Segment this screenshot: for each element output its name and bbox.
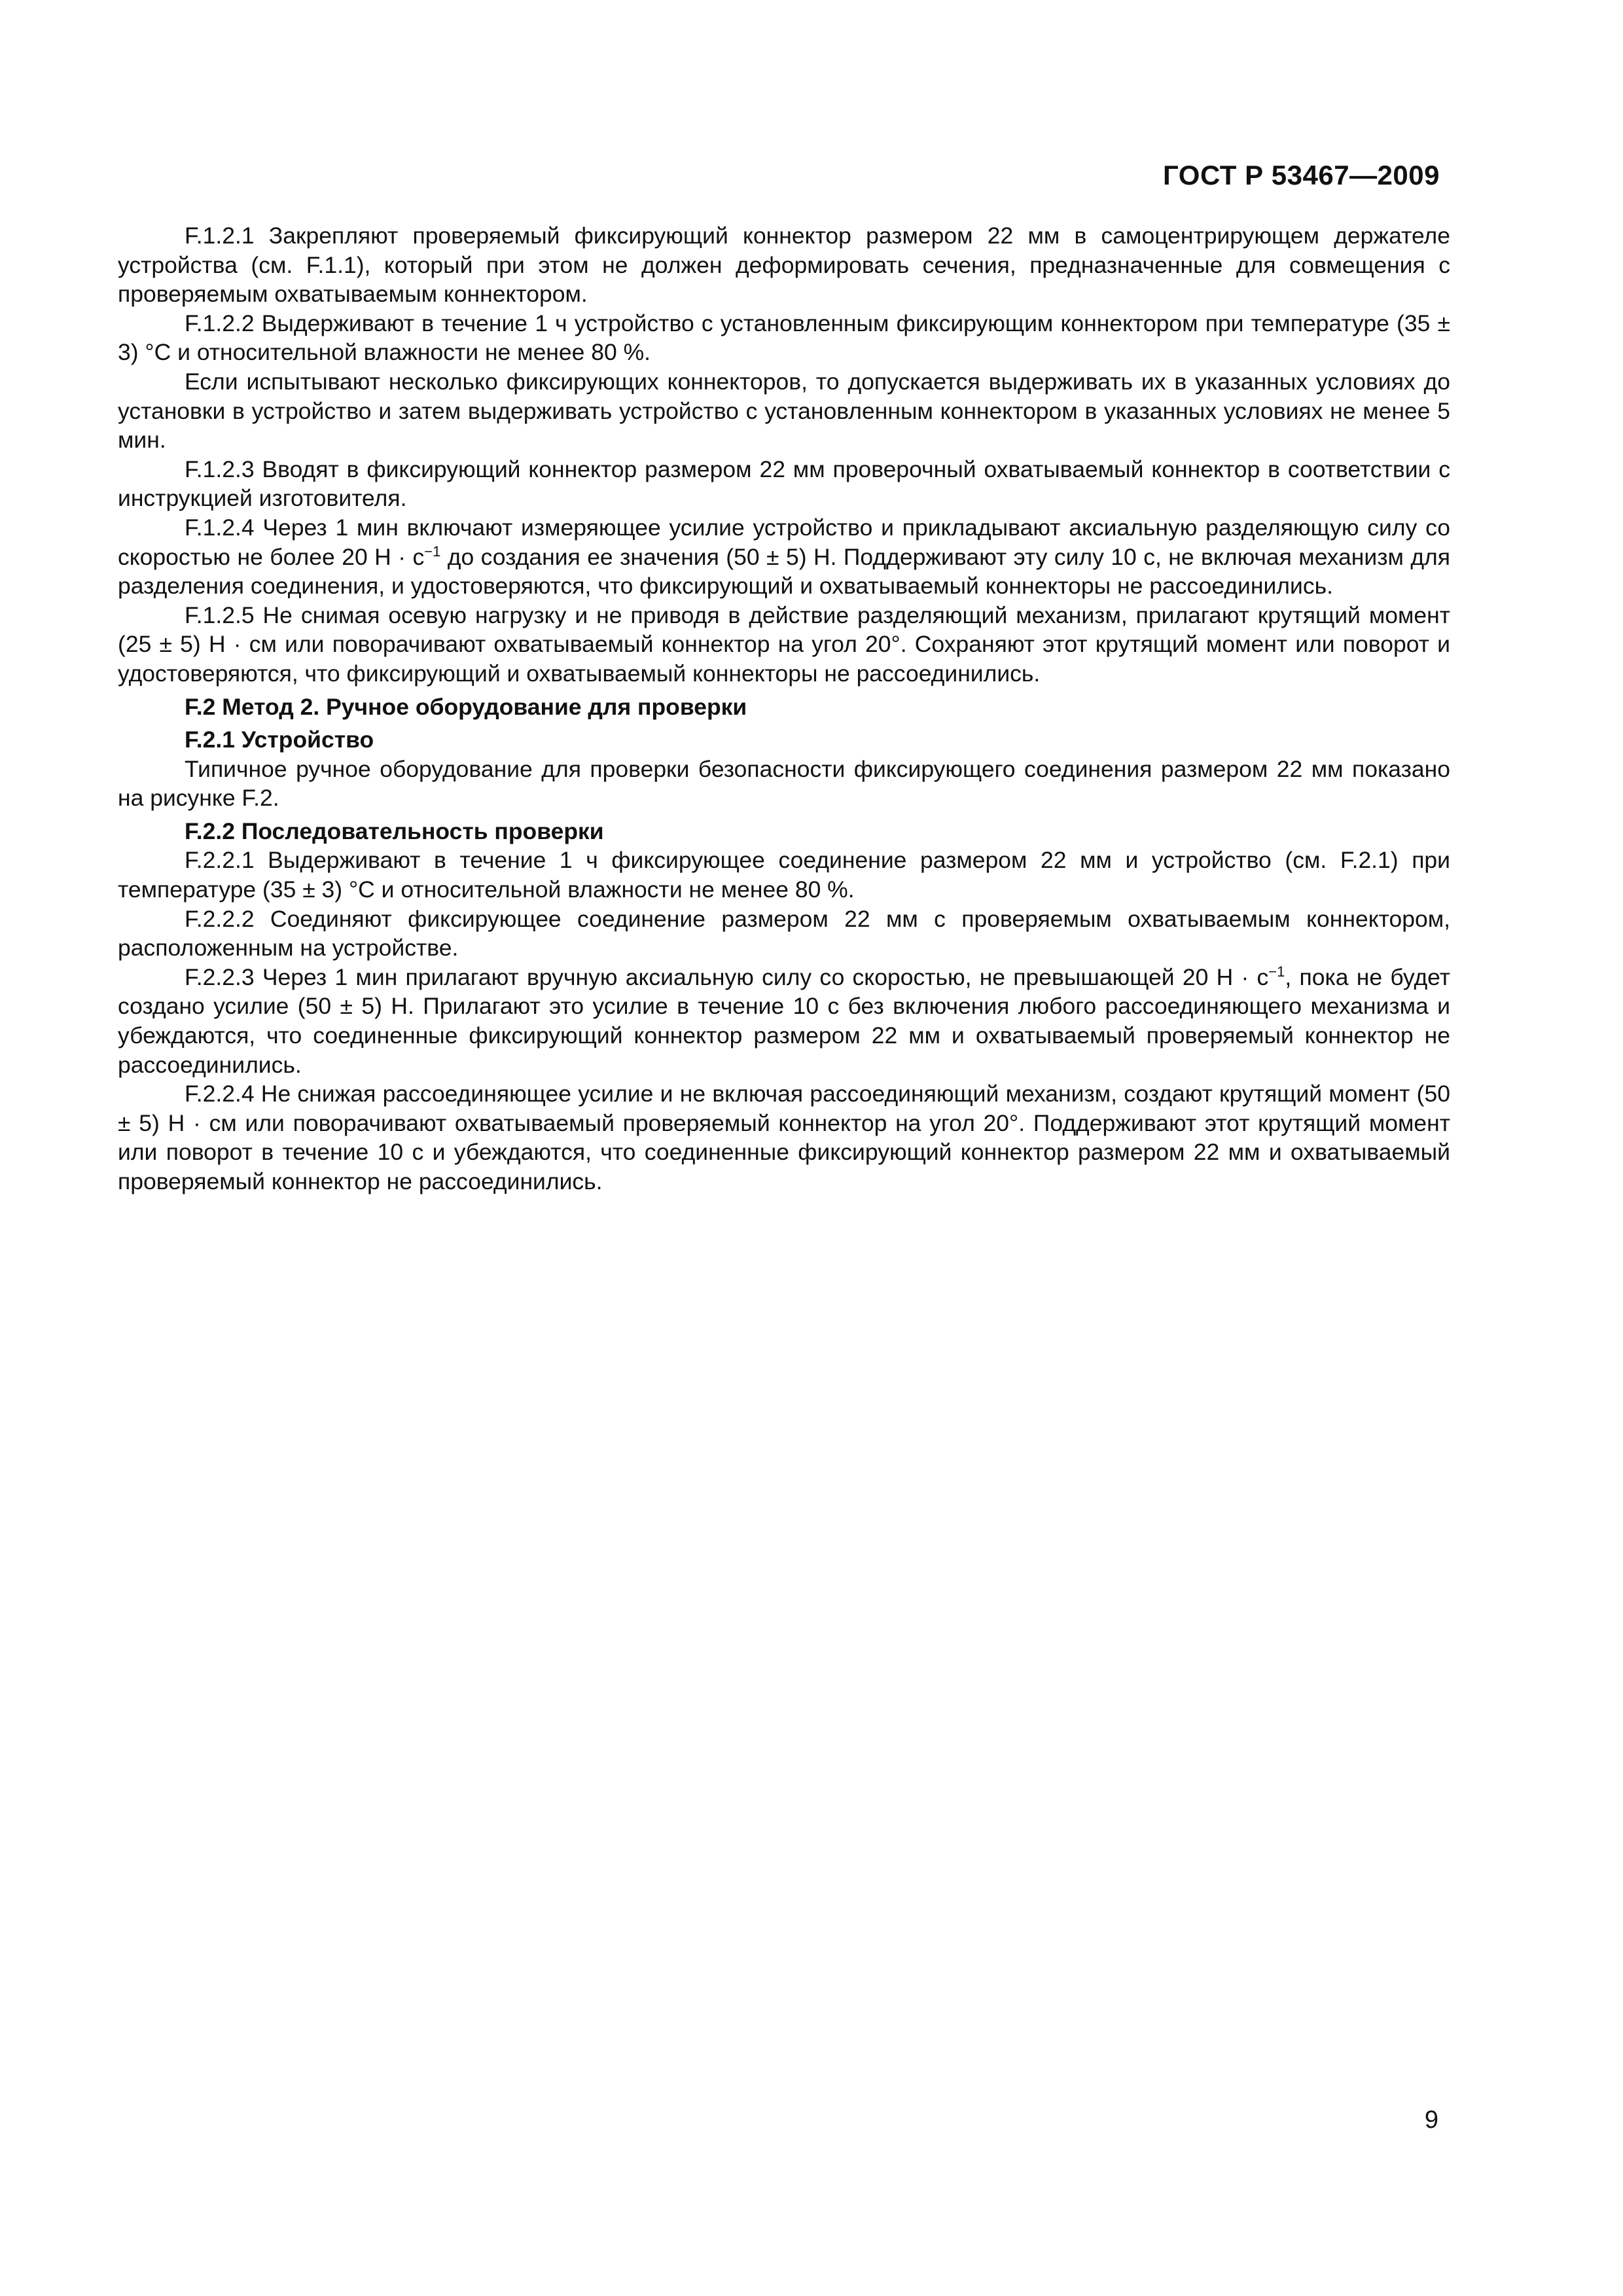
page-number: 9 bbox=[1424, 2106, 1438, 2134]
exponent: −1 bbox=[424, 543, 441, 560]
paragraph-f222: F.2.2.2 Соединяют фиксирующее соединение размером 22 мм с проверяемым охватываемым коннектором, расположенным на устройстве. bbox=[118, 905, 1450, 961]
paragraph-f124 bbox=[118, 513, 1450, 601]
document-standard-id: ГОСТ Р 53467—2009 bbox=[1163, 160, 1440, 190]
subsection-heading-f22: F.2.2 Последовательность проверки bbox=[185, 817, 604, 844]
paragraph-f21-body: Типичное ручное оборудование для проверки безопасности фиксирующего соединения размером 22 мм показано на рисунке F.2. bbox=[118, 755, 1450, 812]
paragraph-f223-part-1: F.2.2.3 Через 1 мин прилагают вручную аксиальную силу со скоростью, не превышающей 20 Н · с bbox=[185, 963, 1269, 990]
paragraph-f125: F.1.2.5 Не снимая осевую нагрузку и не приводя в действие разделяющий механизм, прилагают крутящий момент (25 ± 5) Н · см или поворачивают охватываемый коннектор на угол 20°. Сохраняют этот крутящий момент или поворот и удостоверяются, что фиксирующий и охватываемый коннекторы не рассоединились. bbox=[118, 601, 1450, 687]
section-heading-f2: F.2 Метод 2. Ручное оборудование для проверки bbox=[185, 693, 747, 720]
paragraph-f122: F.1.2.2 Выдерживают в течение 1 ч устройство с установленным фиксирующим коннектором при температуре (35 ± 3) °С и относительной влажности не менее 80 %. bbox=[118, 310, 1450, 366]
paragraph-f124-part-2: до создания ее значения (50 ± 5) Н. Поддерживают эту силу 10 с, не включая механизм для разделения соединения, и удостоверяются, что фиксирующий и охватываемый коннекторы не рассоединились. bbox=[118, 543, 1450, 600]
subsection-heading-f21: F.2.1 Устройство bbox=[185, 726, 374, 753]
exponent: −1 bbox=[1268, 963, 1285, 980]
paragraph-f124-part-1: F.1.2.4 Через 1 мин включают измеряющее усилие устройство и прикладывают аксиальную разделяющую силу со скоростью не более 20 Н · с bbox=[118, 514, 1450, 570]
paragraph-f121: F.1.2.1 Закрепляют проверяемый фиксирующий коннектор размером 22 мм в самоцентрирующем держателе устройства (см. F.1.1), который при этом не должен деформировать сечения, предназначенные для совмещения с проверяемым охватываемым коннектором. bbox=[118, 223, 1450, 308]
paragraph-f223-part-2: , пока не будет создано усилие (50 ± 5) Н. Прилагают это усилие в течение 10 с без включения любого рассоединяющего механизма и убеждаются, что соединенные фиксирующий коннектор размером 22 мм и охватываемый проверяемый коннектор не рассоединились. bbox=[118, 963, 1450, 1078]
paragraph-f224: F.2.2.4 Не снижая рассоединяющее усилие и не включая рассоединяющий механизм, создают крутящий момент (50 ± 5) Н · см или поворачивают охватываемый проверяемый коннектор на угол 20°. Поддерживают этот крутящий момент или поворот в течение 10 с и убеждаются, что соединенные фиксирующий коннектор размером 22 мм и охватываемый проверяемый коннектор не рассоединились. bbox=[118, 1081, 1450, 1194]
paragraph-multiple-connectors: Если испытывают несколько фиксирующих коннекторов, то допускается выдерживать их в указанных условиях до установки в устройство и затем выдерживать устройство с установленным коннектором в указанных условиях не менее 5 мин. bbox=[118, 368, 1450, 454]
document-body bbox=[118, 221, 1450, 1196]
paragraph-f123: F.1.2.3 Вводят в фиксирующий коннектор размером 22 мм проверочный охватываемый коннектор в соответствии с инструкцией изготовителя. bbox=[118, 456, 1450, 512]
paragraph-f223 bbox=[118, 963, 1450, 1079]
paragraph-f221: F.2.2.1 Выдерживают в течение 1 ч фиксирующее соединение размером 22 мм и устройство (см. F.2.1) при температуре (35 ± 3) °С и относительной влажности не менее 80 %. bbox=[118, 847, 1450, 903]
